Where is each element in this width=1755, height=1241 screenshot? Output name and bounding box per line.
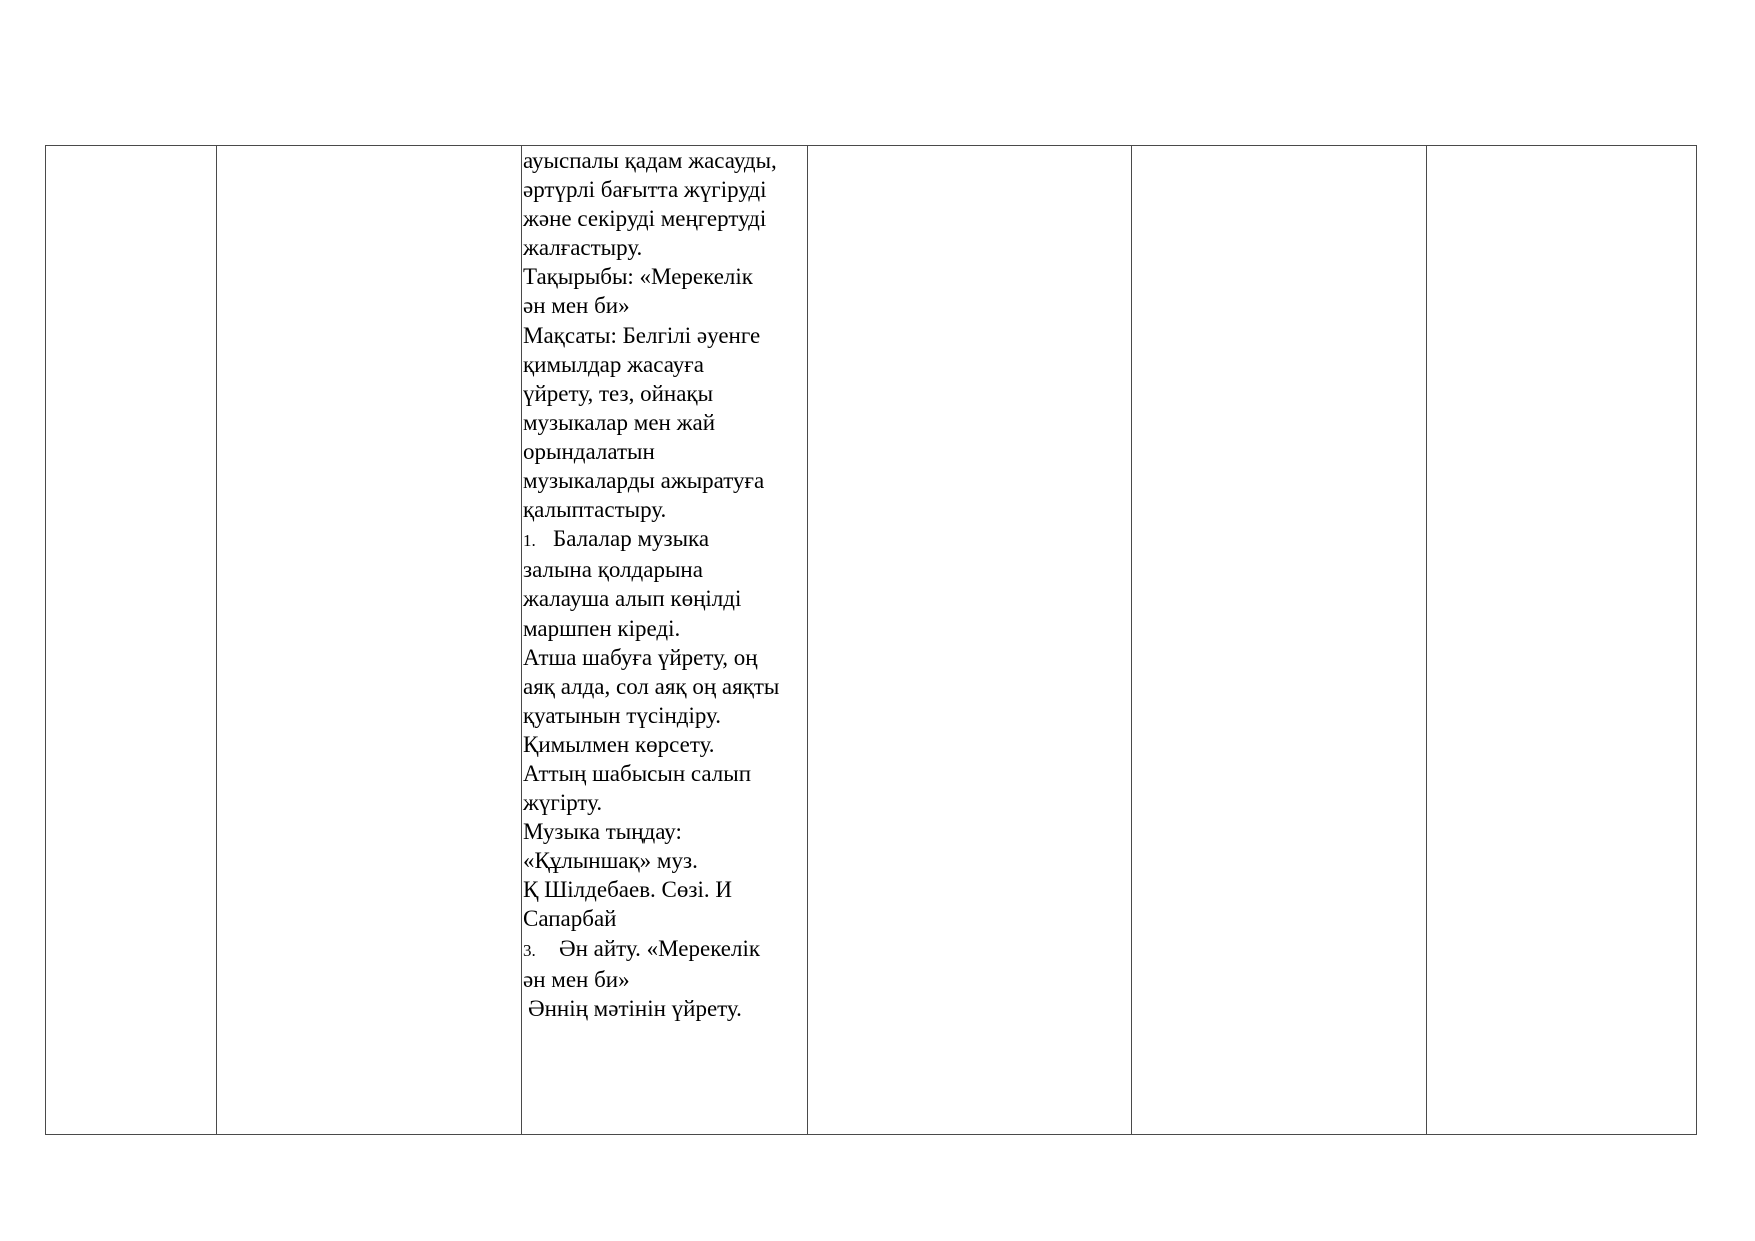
goal-line: қалыптастыру. xyxy=(523,497,667,523)
text-line: «Құлыншақ» муз. xyxy=(523,848,698,874)
goal-line: музыкаларды ажыратуға xyxy=(523,468,765,494)
table-cell-1 xyxy=(46,146,217,1135)
table-row xyxy=(46,146,1697,1135)
text-line: Қимылмен көрсету. xyxy=(523,731,715,757)
table-cell-4 xyxy=(808,146,1132,1135)
topic-line: ән мен би» xyxy=(523,293,630,319)
text-line: Сапарбай xyxy=(523,906,617,932)
text-line: аяқ алда, сол аяқ оң аяқты xyxy=(523,673,780,699)
list-item-text: Балалар музыка xyxy=(553,526,710,552)
text-line: маршпен кіреді. xyxy=(523,615,681,641)
goal-line: қимылдар жасауға xyxy=(523,351,704,377)
text-line: Қ Шілдебаев. Сөзі. И xyxy=(523,877,732,903)
goal-line: орындалатын xyxy=(523,438,655,464)
list-number: 1. xyxy=(523,531,536,551)
goal-line: музыкалар мен жай xyxy=(523,409,715,435)
list-item-text: Ән айту. «Мерекелік xyxy=(559,935,761,961)
text-line: ән мен би» xyxy=(523,966,630,992)
list-item-1 xyxy=(522,524,807,555)
goal-line: Мақсаты: Белгілі әуенге xyxy=(523,322,761,348)
topic-line: Тақырыбы: «Мерекелік xyxy=(523,264,753,290)
text-line: залына қолдарына xyxy=(523,557,703,583)
text-line: Аттың шабысын салып xyxy=(523,760,752,786)
text-line: ауыспалы қадам жасауды, xyxy=(523,148,777,173)
text-line: Музыка тыңдау: xyxy=(523,819,682,845)
text-line: әртүрлі бағытта жүгіруді xyxy=(523,177,767,203)
text-line: жалғастыру. xyxy=(523,235,643,261)
lesson-plan-table xyxy=(45,145,1697,1135)
text-line: жалауша алып көңілді xyxy=(523,586,742,612)
table-cell-activity-content xyxy=(522,146,808,1135)
text-line: жүгірту. xyxy=(523,790,603,816)
table-cell-2 xyxy=(217,146,522,1135)
table-cell-6 xyxy=(1427,146,1697,1135)
closing-line: Әннің мәтінін үйрету. xyxy=(528,995,742,1021)
list-item-3 xyxy=(522,934,807,965)
table-cell-5 xyxy=(1132,146,1427,1135)
text-line: және секіруді меңгертуді xyxy=(523,206,767,232)
goal-line: үйрету, тез, ойнақы xyxy=(523,380,714,406)
text-line: Атша шабуға үйрету, оң xyxy=(523,644,758,670)
list-number: 3. xyxy=(523,940,536,960)
text-line: қуатынын түсіндіру. xyxy=(523,702,722,728)
